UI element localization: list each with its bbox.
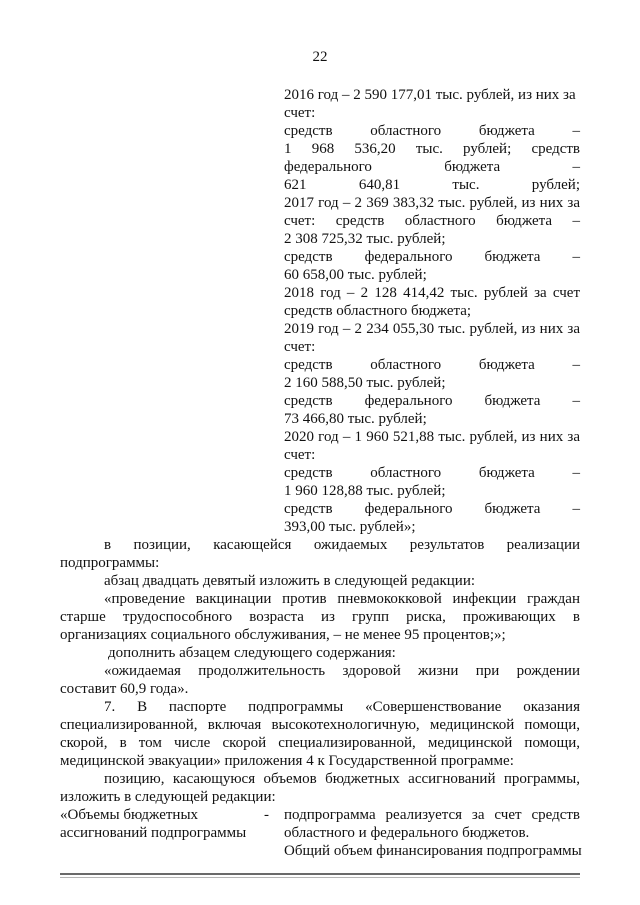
- block-line-3: средств областного бюджета –: [284, 123, 580, 139]
- scan-edge-line: [60, 873, 580, 875]
- page-number: 22: [312, 49, 328, 65]
- body-line-3: абзац двадцать девятый изложить в следующей редакции:: [104, 573, 476, 589]
- body-line-4: «проведение вакцинации против пневмококковой инфекции граждан: [104, 591, 580, 607]
- body-line-10: 7. В паспорте подпрограммы «Совершенствование оказания: [104, 699, 580, 715]
- block-line-25: 393,00 тыс. рублей»;: [284, 519, 416, 535]
- block-line-11: 60 658,00 тыс. рублей;: [284, 267, 427, 283]
- block-line-15: счет:: [284, 339, 316, 355]
- table-right-line-2: областного и федерального бюджетов.: [284, 825, 530, 841]
- block-line-6: 621 640,81 тыс. рублей;: [284, 177, 580, 193]
- body-line-13: медицинской эвакуации» приложения 4 к Государственной программе:: [60, 753, 514, 769]
- block-line-20: 2020 год – 1 960 521,88 тыс. рублей, из них за: [284, 429, 580, 445]
- body-line-2: подпрограммы:: [60, 555, 160, 571]
- body-line-6: организациях социального обслуживания, – не менее 95 процентов;»;: [60, 627, 506, 643]
- table-right-line-3: Общий объем финансирования подпрограммы: [284, 843, 582, 859]
- block-line-4: 1 968 536,20 тыс. рублей; средств: [284, 141, 580, 157]
- body-line-1: в позиции, касающейся ожидаемых результатов реализации: [104, 537, 580, 553]
- table-left-line-2: ассигнований подпрограммы: [60, 825, 247, 841]
- body-line-5: старше трудоспособного возраста из групп риска, проживающих в: [60, 609, 580, 625]
- block-line-18: средств федерального бюджета –: [284, 393, 580, 409]
- block-line-10: средств федерального бюджета –: [284, 249, 580, 265]
- block-line-5: федерального бюджета –: [284, 159, 580, 175]
- body-line-8: «ожидаемая продолжительность здоровой жизни при рождении: [104, 663, 580, 679]
- block-line-23: 1 960 128,88 тыс. рублей;: [284, 483, 446, 499]
- body-line-15: изложить в следующей редакции:: [60, 789, 276, 805]
- body-line-11: специализированной, включая высокотехнологичную, медицинской помощи,: [60, 717, 580, 733]
- block-line-7: 2017 год – 2 369 383,32 тыс. рублей, из них за: [284, 195, 580, 211]
- block-line-16: средств областного бюджета –: [284, 357, 580, 373]
- table-dash: -: [264, 807, 269, 823]
- block-line-24: средств федерального бюджета –: [284, 501, 580, 517]
- scan-edge-line-faint: [60, 877, 580, 878]
- block-line-13: средств областного бюджета;: [284, 303, 472, 319]
- block-line-17: 2 160 588,50 тыс. рублей;: [284, 375, 446, 391]
- body-line-7: дополнить абзацем следующего содержания:: [108, 645, 396, 661]
- block-line-19: 73 466,80 тыс. рублей;: [284, 411, 427, 427]
- block-line-1: 2016 год – 2 590 177,01 тыс. рублей, из них за: [284, 87, 576, 103]
- block-line-9: 2 308 725,32 тыс. рублей;: [284, 231, 446, 247]
- table-right-line-1: подпрограмма реализуется за счет средств: [284, 807, 580, 823]
- block-line-14: 2019 год – 2 234 055,30 тыс. рублей, из них за: [284, 321, 580, 337]
- block-line-21: счет:: [284, 447, 316, 463]
- block-line-8: счет: средств областного бюджета –: [284, 213, 580, 229]
- block-line-2: счет:: [284, 105, 316, 121]
- body-line-9: составит 60,9 года».: [60, 681, 189, 697]
- body-line-14: позицию, касающуюся объемов бюджетных ассигнований программы,: [104, 771, 580, 787]
- table-left-line-1: «Объемы бюджетных: [60, 807, 199, 823]
- block-line-22: средств областного бюджета –: [284, 465, 580, 481]
- block-line-12: 2018 год – 2 128 414,42 тыс. рублей за счет: [284, 285, 580, 301]
- body-line-12: скорой, в том числе скорой специализированной, медицинской помощи,: [60, 735, 580, 751]
